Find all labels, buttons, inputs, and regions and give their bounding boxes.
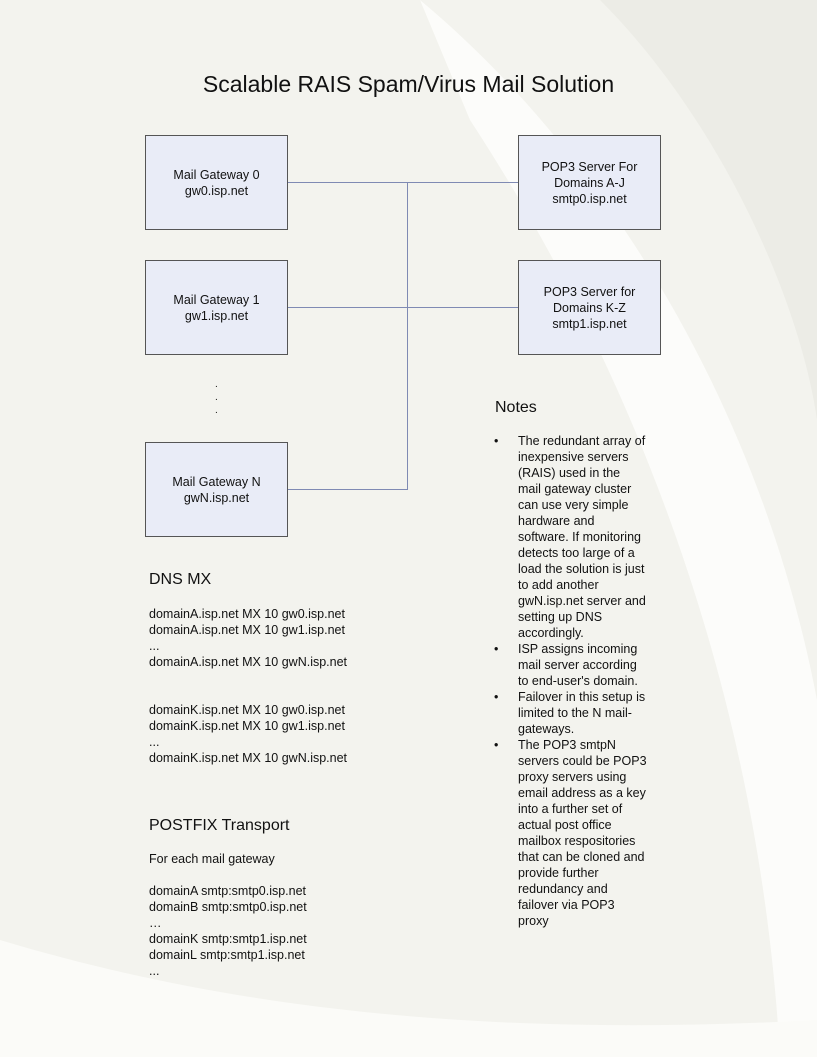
note-text: Failover in this setup is limited to the N mail- gateways. — [518, 690, 646, 736]
page-title: Scalable RAIS Spam/Virus Mail Solution — [202, 71, 615, 97]
note-item — [494, 737, 664, 929]
connector — [288, 182, 518, 183]
note-item — [494, 689, 664, 737]
connector — [288, 489, 408, 490]
connector-bus — [407, 182, 408, 490]
mail-gateway-0: Mail Gateway 0 gw0.isp.net — [145, 135, 288, 230]
note-text: The POP3 smtpN servers could be POP3 proxy servers using email address as a key into a further set of actual post office mailbox respositories that can be cloned and provide further redundancy and failover via POP3 proxy — [518, 738, 647, 928]
note-item — [494, 641, 664, 689]
bullet: • — [494, 642, 499, 656]
bullet: • — [494, 690, 499, 704]
note-item — [494, 433, 664, 641]
mail-gateway-n: Mail Gateway N gwN.isp.net — [145, 442, 288, 537]
postfix-heading: POSTFIX Transport — [149, 817, 290, 834]
dns-mx-block-k: domainK.isp.net MX 10 gw0.isp.net domainK.isp.net MX 10 gw1.isp.net ... domainK.isp.net MX 10 gwN.isp.net — [149, 703, 348, 765]
ellipsis-dot: . — [215, 392, 218, 403]
bullet: • — [494, 738, 499, 752]
ellipsis-dot: . — [215, 379, 218, 390]
ellipsis-dot: . — [215, 405, 218, 416]
note-text: The redundant array of inexpensive servers (RAIS) used in the mail gateway cluster can use very simple hardware and software. If monitoring detects too large of a load the solution is just to add another gwN.isp.net server and setting up DNS accordingly. — [518, 434, 646, 640]
dns-mx-heading: DNS MX — [149, 571, 212, 588]
postfix-entries: domainA smtp:smtp0.isp.net domainB smtp:smtp0.isp.net … domainK smtp:smtp1.isp.net domainL smtp:smtp1.isp.net ... — [149, 884, 307, 978]
notes-list — [494, 433, 664, 929]
dns-mx-block-a: domainA.isp.net MX 10 gw0.isp.net domainA.isp.net MX 10 gw1.isp.net ... domainA.isp.net MX 10 gwN.isp.net — [149, 607, 348, 669]
connector — [288, 307, 518, 308]
postfix-intro: For each mail gateway — [149, 852, 275, 866]
mail-gateway-1: Mail Gateway 1 gw1.isp.net — [145, 260, 288, 355]
pop3-server-a-j: POP3 Server For Domains A-J smtp0.isp.net — [518, 135, 661, 230]
notes-heading: Notes — [495, 399, 537, 416]
bullet: • — [494, 434, 499, 448]
pop3-server-k-z: POP3 Server for Domains K-Z smtp1.isp.net — [518, 260, 661, 355]
note-text: ISP assigns incoming mail server according to end-user's domain. — [518, 642, 638, 688]
